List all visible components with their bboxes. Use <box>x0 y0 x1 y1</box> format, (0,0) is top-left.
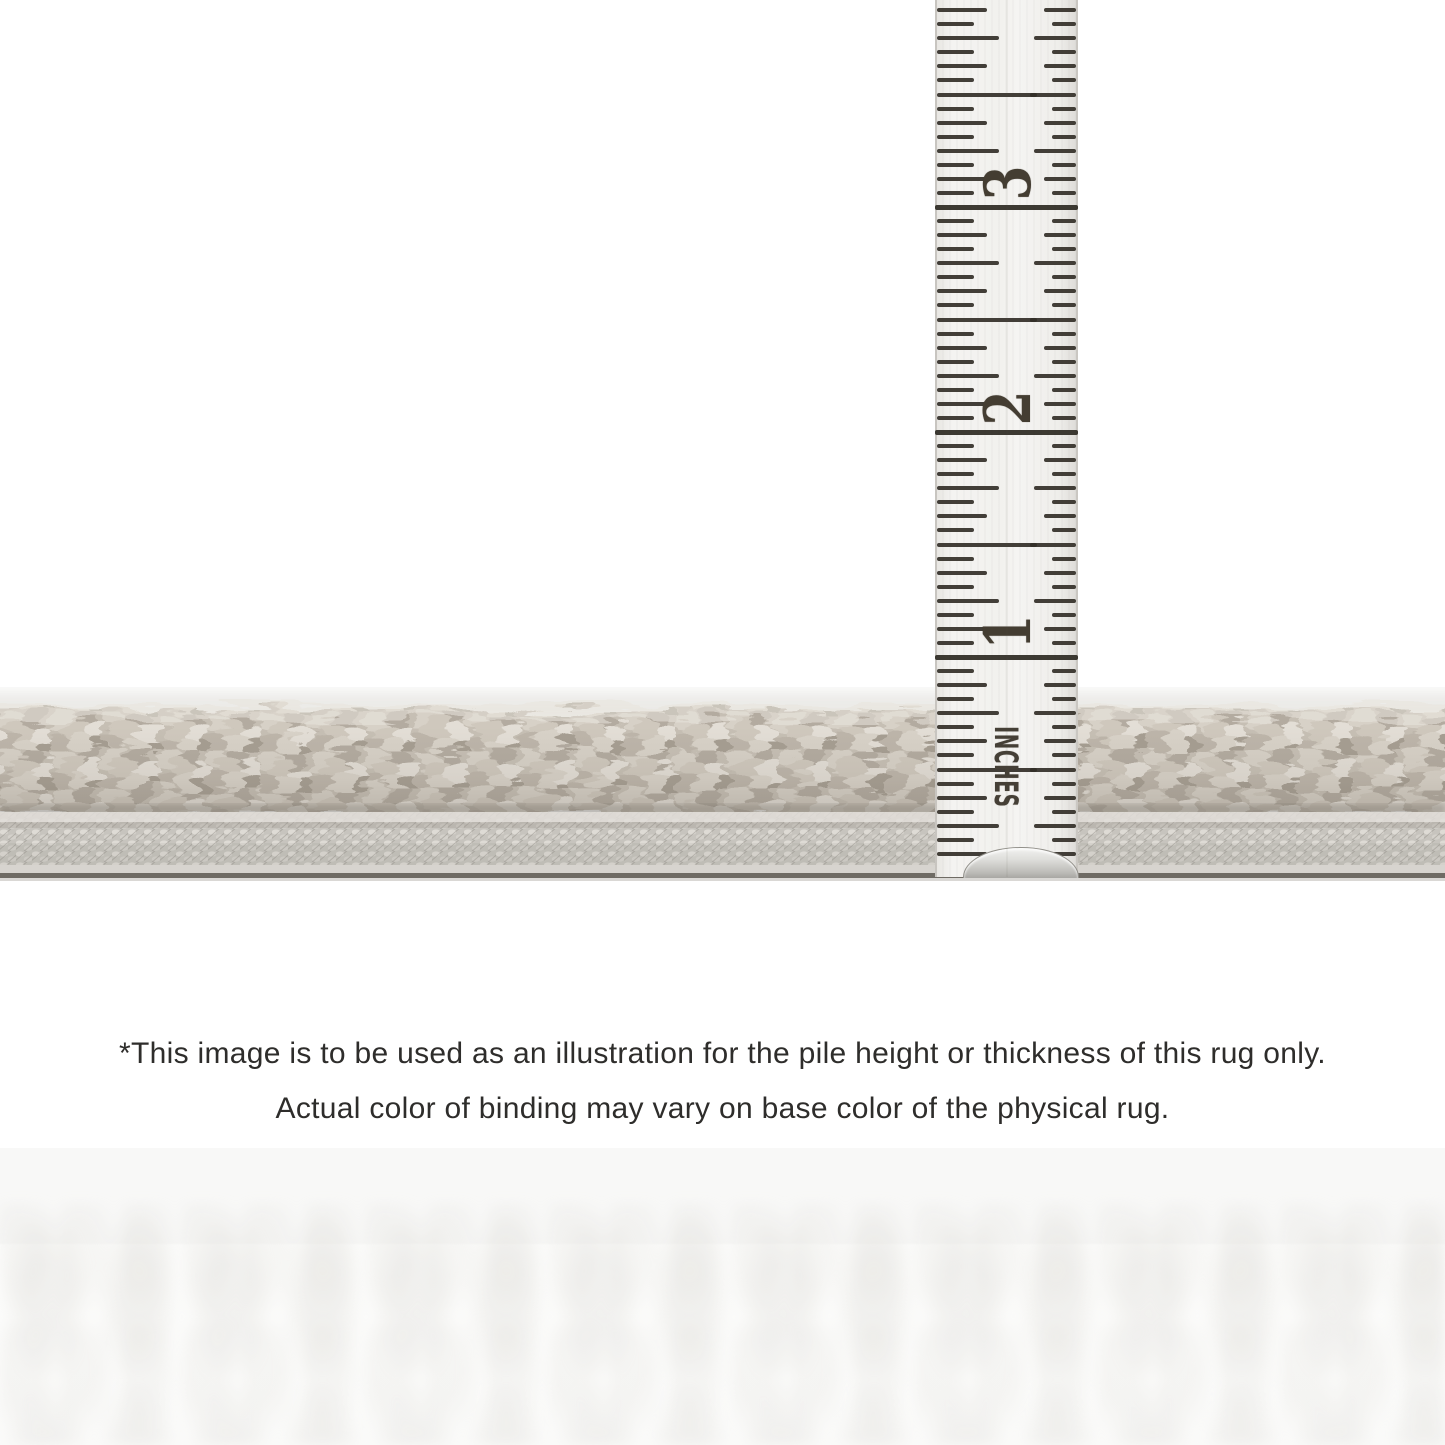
disclaimer-text <box>0 1026 1445 1136</box>
ruler-number-1: 1 <box>971 614 1046 650</box>
ruler-number-3: 3 <box>971 165 1046 201</box>
ruler-unit-label: INCHES <box>987 726 1025 808</box>
rug-cross-section <box>0 675 1445 885</box>
background-reflection <box>0 1148 1445 1445</box>
ruler <box>935 0 1078 877</box>
disclaimer-line-2: Actual color of binding may vary on base color of the physical rug. <box>275 1092 1170 1125</box>
disclaimer-line-1: *This image is to be used as an illustration for the pile height or thickness of this rug only. <box>119 1037 1326 1070</box>
ruler-number-2: 2 <box>971 390 1046 426</box>
